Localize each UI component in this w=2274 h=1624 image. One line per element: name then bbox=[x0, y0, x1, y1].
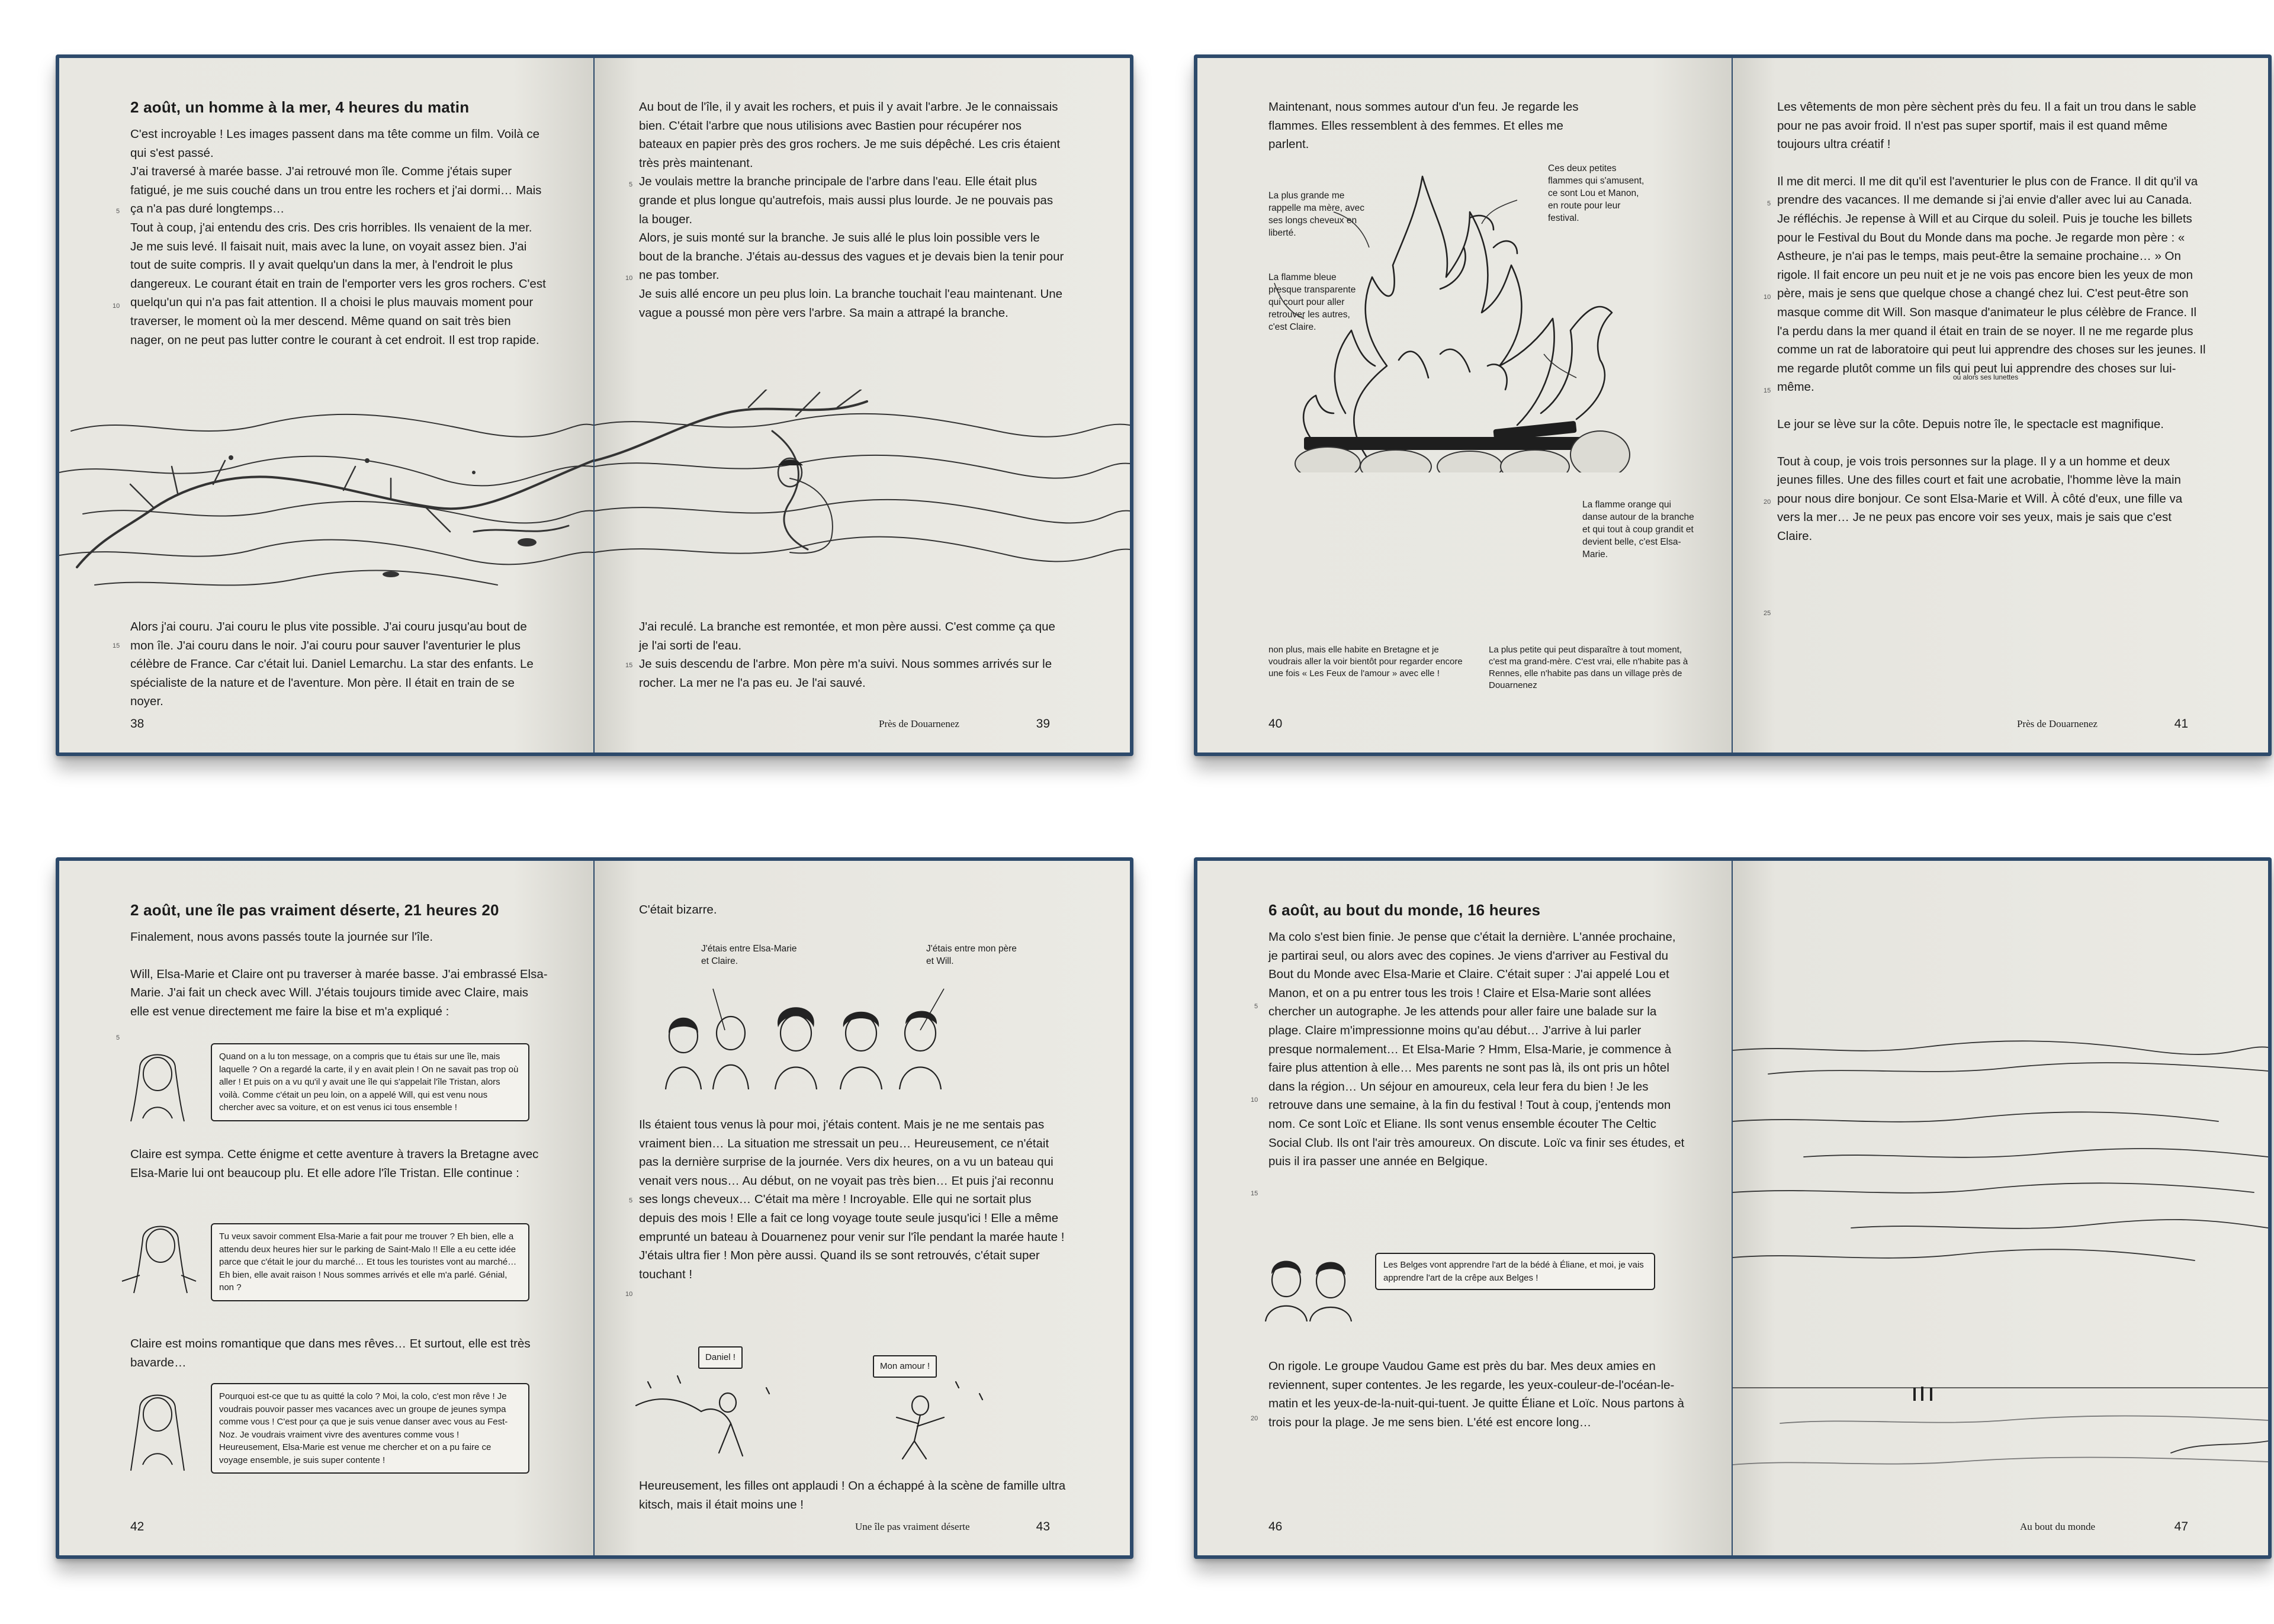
handwritten-annotation: ou alors ses lunettes bbox=[1953, 373, 2019, 381]
chapter-title: 2 août, une île pas vraiment déserte, 21 heures 20 bbox=[130, 901, 499, 919]
page-number: 42 bbox=[130, 1520, 144, 1533]
body-text-bottom: J'ai reculé. La branche est remontée, et mon père aussi. C'est comme ça que je l'ai sorti de l'eau. Je suis descendu de l'arbre. Mon père m'a suivi. Nous sommes arrivés sur le rocher. La mer ne l'a pas eu. Je l'ai sauvé. bbox=[639, 620, 1055, 690]
page-39 bbox=[595, 58, 1130, 752]
page-41 bbox=[1733, 58, 2268, 752]
caption-mother: La plus grande me rappelle ma mère, avec ses longs cheveux en liberté. bbox=[1268, 191, 1364, 238]
line-number: 15 bbox=[1251, 1190, 1258, 1197]
page-46 bbox=[1197, 861, 1732, 1555]
running-head: Près de Douarnenez bbox=[2017, 718, 2098, 729]
page-number: 47 bbox=[2174, 1520, 2188, 1533]
caption-left: J'étais entre Elsa-Marie et Claire. bbox=[701, 944, 797, 966]
river-rescue-illustration-left bbox=[59, 390, 593, 615]
line-number: 20 bbox=[1251, 1415, 1258, 1422]
speech-bubble: Mon amour ! bbox=[873, 1355, 937, 1378]
body-text: Au bout de l'île, il y avait les rochers, et puis il y avait l'arbre. Je le connaissais bien. C'était l'arbre que nous utilisions avec Bastien pour récupérer nos bateaux en papier près des gros rochers. Je me suis dépêché. Les cris étaient très près maintenant. Je voulais mettre la branche principale de l'arbre dans l'eau. Elle était plus grande et plus longue qu'autrefois, mais aussi plus lourde. Je ne pouvais pas la bouger. Alors, je suis monté sur la branche. Je suis allé le plus loin possible vers le bout de la branche. J'étais au-dessus des vagues et je devais bien la tenir pour ne pas tomber. Je suis allé encore un peu plus loin. La branche touchait l'eau maintenant. Une vague a poussé mon père vers l'arbre. Sa main a attrapé la branche. bbox=[639, 100, 1064, 320]
line-number: 10 bbox=[113, 303, 120, 310]
spread-40-41 bbox=[1194, 54, 2272, 756]
page-42 bbox=[59, 861, 593, 1555]
line-number: 15 bbox=[1764, 387, 1771, 394]
line-number: 10 bbox=[625, 275, 633, 282]
body-text-bottom: On rigole. Le groupe Vaudou Game est près du bar. Mes deux amies en reviennent, super contentes. Je les regarde, les yeux-couleur-de-l'océan-le-matin et les yeux-de-la-nuit-qui-tuent. Je quitte Éliane et Loïc. Nous partons à trois pour la plage. Je me sens bien. L'été est encore long… bbox=[1268, 1359, 1684, 1429]
beach-landscape-illustration bbox=[1733, 896, 2268, 1518]
claire-portrait-3 bbox=[122, 1382, 199, 1477]
body-text: Ils étaient tous venus là pour moi, j'étais content. Mais je ne me sentais pas vraiment bien… La situation me stressait un peu… Heureusement, ce n'était pas la dernière surprise de la journée. Vers dix heures, on a vu un bateau qui venait vers nous… Au début, on ne voyait pas très bien… Et puis j'ai reconnu ses longs cheveux… C'était ma mère ! Incroyable. Elle qui ne sortait plus depuis des mois ! Elle a fait ce long voyage toute seule jusqu'ici ! Elle a même emprunté un bateau à Douarnenez pour venir sur l'île pendant la marée haute ! J'étais ultra fier ! Mon père aussi. Quand ils se sont retrouvés, c'était super touchant ! bbox=[639, 1118, 1065, 1281]
line-number: 20 bbox=[1764, 499, 1771, 506]
group-portrait bbox=[660, 977, 1039, 1089]
caption-right: J'étais entre mon père et Will. bbox=[926, 944, 1017, 966]
caption-grandmother-end: non plus, mais elle habite en Bretagne et je voudrais aller la voir bientôt pour regarder encore une fois « Les Feux de l'amour » avec elle ! bbox=[1268, 645, 1463, 678]
page-number: 46 bbox=[1268, 1520, 1283, 1533]
chapter-title: 6 août, au bout du monde, 16 heures bbox=[1268, 901, 1541, 919]
spread-42-43 bbox=[56, 857, 1133, 1559]
spread-46-47 bbox=[1194, 857, 2272, 1559]
line-number: 25 bbox=[1764, 610, 1771, 617]
body-text-lower: Claire est moins romantique que dans mes rêves… Et surtout, elle est très bavarde… bbox=[130, 1337, 531, 1369]
line-number: 5 bbox=[116, 208, 120, 215]
caption-elsa-marie: La flamme orange qui danse autour de la branche et qui tout à coup grandit et devient belle, c'est Elsa-Marie. bbox=[1582, 500, 1694, 559]
line-number: 15 bbox=[625, 662, 633, 669]
line-number: 5 bbox=[1767, 200, 1771, 207]
running-head: Au bout du monde bbox=[2020, 1521, 2096, 1532]
line-number: 10 bbox=[625, 1291, 633, 1298]
page-43 bbox=[595, 861, 1130, 1555]
intro-text: Maintenant, nous sommes autour d'un feu. Je regarde les flammes. Elles ressemblent à des femmes. Et elles me parlent. bbox=[1268, 100, 1579, 152]
page-number: 43 bbox=[1036, 1520, 1050, 1533]
page-number: 38 bbox=[130, 717, 144, 731]
page-47 bbox=[1733, 861, 2268, 1555]
body-text: C'est incroyable ! Les images passent dans ma tête comme un film. Voilà ce qui s'est passé. J'ai traversé à marée basse. J'ai retrouvé mon île. Comme j'étais super fatigué, je me suis couché dans un trou entre les rochers et j'ai dormi… Mais ça n'a pas duré longtemps… Tout à coup, j'ai entendu des cris. Des cris horribles. Ils venaient de la mer. Je me suis levé. Il faisait nuit, mais avec la lune, on voyait assez bien. J'ai tout de suite compris. Il y avait quelqu'un dans la mer, à l'endroit le plus dangereux. Le courant était en train de l'emporter vers les gros rochers. C'est quelqu'un qui n'a pas fait attention. Il a choisi le plus mauvais moment pour traverser, le moment où la mer descend. Même quand on sait très bien nager, on ne peut pas lutter contre le courant à cet endroit. Il est trop rapide. bbox=[130, 127, 546, 347]
line-number: 5 bbox=[116, 1034, 120, 1041]
line-number: 5 bbox=[629, 181, 633, 188]
river-rescue-illustration-right bbox=[595, 390, 1130, 615]
page-40 bbox=[1197, 58, 1732, 752]
speech-bubble: Tu veux savoir comment Elsa-Marie a fait pour me trouver ? Eh bien, elle a attendu deux heures hier sur le parking de Saint-Malo !! Elle a eu cette idée parce que c'était le jour du marché… Et tous les touristes vont au marché… Eh bien, elle avait raison ! Nous sommes arrivés et elle m'a parlé. Génial, non ? bbox=[211, 1223, 529, 1301]
body-text: Les vêtements de mon père sèchent près du feu. Il a fait un trou dans le sable pour ne pas avoir froid. Il n'est pas super sportif, mais il est quand même toujours ultra créatif ! Il me dit merci. Il me dit qu'il est l'aventurier le plus con de France. Il dit qu'il va prendre des vacances. Il me demande si j'ai envie d'aller avec lui au Canada. Je réfléchis. Je repense à Will et au Cirque du soleil. Puis je touche les billets pour le Festival du Bout du Monde dans ma poche. Je regarde mon père : « Astheure, je n'ai pas le temps, mais peut-être la semaine prochaine… » On rigole. Il fait encore un peu nuit et je ne vois pas encore bien les yeux de mon père, mais je sens que quelque chose a changé chez lui. C'est peut-être son masque comme dit Will. Son masque d'animateur le plus célèbre de France. Il l'a perdu dans la mer quand il était en train de se noyer. Il ne me regarde plus comme un rat de laboratoire qui peut lui apprendre des choses sur les jeunes. Il me regarde plutôt comme un fils qui peut lui apprendre des choses sur lui-même. Le jour se lève sur la côte. Depuis notre île, le spectacle est magnifique. Tout à coup, je vois trois personnes sur la plage. Il y a un homme et deux jeunes filles. Une des filles court et fait une acrobatie, l'homme lève la main pour nous dire bonjour. Ce sont Elsa-Marie et Will. À côté d'eux, une fille va vers la mer… Je ne peux pas encore voir ses yeux, mais je sais que c'est Claire. bbox=[1777, 100, 2206, 543]
page-38 bbox=[59, 58, 593, 752]
page-number: 40 bbox=[1268, 717, 1283, 731]
spread-38-39 bbox=[56, 54, 1133, 756]
caption-claire: La flamme bleue presque transparente qui court pour aller retrouver les autres, c'est Claire. bbox=[1268, 272, 1356, 332]
line-number: 5 bbox=[629, 1197, 633, 1204]
speech-bubble: Daniel ! bbox=[698, 1346, 743, 1369]
line-number: 15 bbox=[113, 642, 120, 649]
caption-lou-manon: Ces deux petites flammes qui s'amusent, ce sont Lou et Manon, en route pour leur festival. bbox=[1548, 163, 1645, 223]
claire-portrait-1 bbox=[122, 1044, 193, 1127]
chapter-title: 2 août, un homme à la mer, 4 heures du matin bbox=[130, 98, 470, 116]
speech-bubble: Quand on a lu ton message, on a compris que tu étais sur une île, mais laquelle ? On a regardé la carte, il y en avait plein ! On ne savait pas trop où aller ! Et puis on a vu qu'il y avait une île qui s'appelait l'île Tristan, alors voilà. Comme c'était un peu loin, on a appelé Will, qui est venu nous chercher avec sa voiture, et on est venus ici tous ensemble ! bbox=[211, 1043, 529, 1121]
running-head: Une île pas vraiment déserte bbox=[855, 1521, 970, 1532]
loic-eliane-portrait bbox=[1257, 1244, 1363, 1321]
reunion-illustration bbox=[624, 1370, 991, 1465]
speech-bubble: Les Belges vont apprendre l'art de la bédé à Éliane, et moi, je vais apprendre l'art de la crêpe aux Belges ! bbox=[1375, 1253, 1655, 1290]
campfire-illustration bbox=[1245, 165, 1659, 472]
line-number: 5 bbox=[1254, 1003, 1258, 1010]
page-number: 39 bbox=[1036, 717, 1050, 731]
line-number: 10 bbox=[1764, 294, 1771, 301]
body-text-bottom: Alors j'ai couru. J'ai couru le plus vite possible. J'ai couru jusqu'au bout de mon île. J'ai couru dans le noir. J'ai couru pour sauver l'aventurier le plus célèbre de France. Car c'était lui. Daniel Lemarchu. La star des enfants. Le spécialiste de la nature et de l'aventure. Mon père. Il était en train de se noyer. bbox=[130, 620, 534, 709]
speech-bubble: Pourquoi est-ce que tu as quitté la colo ? Moi, la colo, c'est mon rêve ! Je voudrais pouvoir passer mes vacances avec un groupe de jeunes sympa comme vous ! C'est pour ça que je suis venue danser avec vous au Fest-Noz. Je voudrais vraiment vivre des aventures comme vous ! Heureusement, Elsa-Marie est venue me chercher et on a pu faire ce voyage ensemble, je suis super contente ! bbox=[211, 1383, 529, 1474]
claire-portrait-2 bbox=[116, 1216, 199, 1305]
body-text-middle: Claire est sympa. Cette énigme et cette aventure à travers la Bretagne avec Elsa-Marie lui ont beaucoup plu. Et elle adore l'île Tristan. Elle continue : bbox=[130, 1147, 539, 1180]
intro-text: C'était bizarre. bbox=[639, 903, 717, 916]
caption-grandmother: La plus petite qui peut disparaître à tout moment, c'est ma grand-mère. C'est vrai, elle n'habite pas à Rennes, elle n'habite pas dans un village près de Douarnenez bbox=[1489, 645, 1688, 690]
body-text-bottom: Heureusement, les filles ont applaudi ! On a échappé à la scène de famille ultra kitsch, mais il était moins une ! bbox=[639, 1479, 1066, 1512]
body-text: Ma colo s'est bien finie. Je pense que c'était la dernière. L'année prochaine, je partirai seul, ou alors avec des copines. Je viens d'arriver au Festival du Bout du Monde avec Elsa-Marie et Claire. C'était super : J'ai appelé Lou et Manon, et on a pu entrer tous les trois ! Claire et Elsa-Marie sont allées chercher un autographe. Je les attends pour aller faire une balade sur la plage. Claire m'impressionne moins qu'au début… J'arrive à lui parler presque normalement… Et Elsa-Marie ? Hmm, Elsa-Marie, je commence à faire plus attention à elle… Mes parents ne sont pas là, ils ont pris un hôtel dans la région… Un séjour en amoureux, cela leur fera du bien ! Je les retrouve dans une semaine, à la fin du festival ! Tout à coup, j'entends mon nom. Ce sont Loïc et Eliane. Ils sont venus ensemble écouter The Celtic Social Club. Ils ont l'air très amoureux. On discute. Loïc va finir ses études, et puis il ira passer une année en Belgique. bbox=[1268, 930, 1685, 1169]
page-number: 41 bbox=[2174, 717, 2188, 731]
line-number: 10 bbox=[1251, 1096, 1258, 1104]
running-head: Près de Douarnenez bbox=[879, 718, 959, 729]
body-text: Finalement, nous avons passés toute la journée sur l'île. Will, Elsa-Marie et Claire ont pu traverser à marée basse. J'ai embrassé Elsa-Marie. J'ai fait un check avec Will. J'étais toujours timide avec Claire, mais elle est venue directement me faire la bise et m'a expliqué : bbox=[130, 930, 548, 1018]
